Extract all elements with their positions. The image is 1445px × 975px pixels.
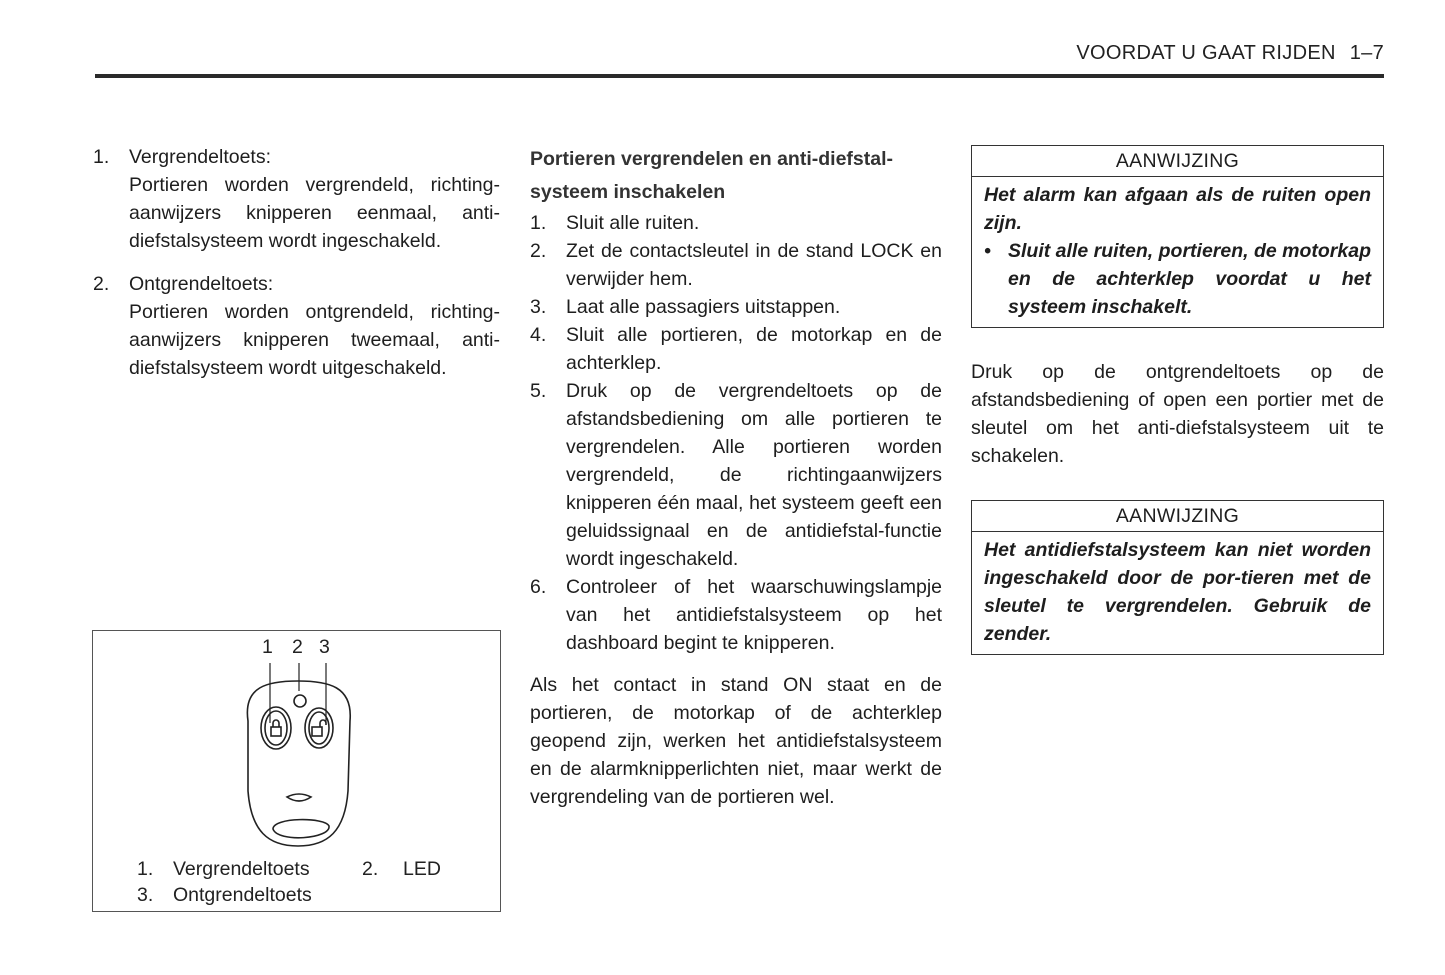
item-number: 1. [93, 146, 110, 168]
callout-3: 3 [319, 636, 330, 658]
step-text: Laat alle passagiers uitstappen. [566, 296, 841, 318]
caption-number: 1. [137, 858, 154, 880]
key-ring-slot [273, 820, 329, 838]
caption-label: LED [403, 858, 441, 880]
middle-column [530, 143, 942, 811]
fob-body [247, 681, 350, 846]
step-number: 6. [530, 576, 547, 598]
caption-number: 3. [137, 884, 154, 906]
right-column [971, 145, 1384, 685]
list-item [530, 321, 942, 377]
item-text: Portieren worden vergrendeld, richting-aanwijzers knipperen eenmaal, anti-diefstalsysteem wordt ingeschakeld. [129, 174, 500, 252]
caption-label: Vergrendeltoets [173, 858, 310, 880]
section-title: VOORDAT U GAAT RIJDEN [1076, 42, 1336, 64]
page-number: 1–7 [1349, 42, 1384, 64]
step-number: 3. [530, 296, 547, 318]
note-title: AANWIJZING [972, 501, 1383, 532]
step-text: Controleer of het waarschuwingslampje van het antidiefstalsysteem op het dashboard begint te knipperen. [566, 576, 942, 654]
step-text: Druk op de vergrendeltoets op de afstandsbediening om alle portieren te vergrendelen. Alle portieren worden vergrendeld, de richtingaanwijzers knipperen één maal, het systeem geeft een geluidssignaal en de antidiefstal-functie wordt ingeschakeld. [566, 380, 942, 570]
running-header [1062, 42, 1384, 65]
step-number: 4. [530, 324, 547, 346]
note-text: Het alarm kan afgaan als de ruiten open zijn. [984, 184, 1371, 234]
step-number: 1. [530, 212, 547, 234]
list-item [530, 293, 942, 321]
led-icon [294, 695, 306, 707]
caption-number: 2. [362, 858, 379, 880]
body-paragraph: Druk op de ontgrendeltoets op de afstandsbediening of open een portier met de sleutel om het anti-diefstalsysteem uit te schakelen. [971, 361, 1384, 467]
note-title: AANWIJZING [972, 146, 1383, 177]
step-text: Zet de contactsleutel in de stand LOCK en verwijder hem. [566, 240, 942, 290]
step-number: 5. [530, 380, 547, 402]
note-box [971, 145, 1384, 328]
callout-1: 1 [262, 636, 273, 658]
item-title: Vergrendeltoets: [129, 146, 272, 168]
steps-list [530, 209, 942, 657]
left-column [93, 143, 500, 397]
list-item [530, 209, 942, 237]
list-item [530, 237, 942, 293]
item-number: 2. [93, 273, 110, 295]
callout-2: 2 [292, 636, 303, 658]
step-text: Sluit alle portieren, de motorkap en de achterklep. [566, 324, 942, 374]
header-rule [95, 74, 1384, 78]
list-item [93, 143, 500, 255]
item-text: Portieren worden ontgrendeld, richting-aanwijzers knipperen tweemaal, anti-diefstalsysteem wordt uitgeschakeld. [129, 301, 500, 379]
key-fob-figure [92, 630, 501, 912]
note-bullet-text: Sluit alle ruiten, portieren, de motorkap en de achterklep voordat u het systeem inschakelt. [1008, 240, 1371, 318]
logo-icon [287, 794, 311, 801]
step-number: 2. [530, 240, 547, 262]
item-title: Ontgrendeltoets: [129, 273, 274, 295]
step-text: Sluit alle ruiten. [566, 212, 700, 234]
section-heading: Portieren vergrendelen en anti-diefstal-systeem inschakelen [530, 148, 894, 203]
list-item [530, 377, 942, 573]
list-item [530, 573, 942, 657]
list-item [93, 270, 500, 382]
note-box [971, 500, 1384, 655]
caption-label: Ontgrendeltoets [173, 884, 312, 906]
bullet-icon: • [984, 240, 991, 262]
body-paragraph: Als het contact in stand ON staat en de portieren, de motorkap of de achterklep geopend zijn, werken het antidiefstalsysteem en de alarmknipperlichten niet, maar werkt de vergrendeling van de portieren wel. [530, 674, 942, 808]
note-text: Het antidiefstalsysteem kan niet worden ingeschakeld door de por-tieren met de sleutel te vergrendelen. Gebruik de zender. [984, 539, 1371, 645]
